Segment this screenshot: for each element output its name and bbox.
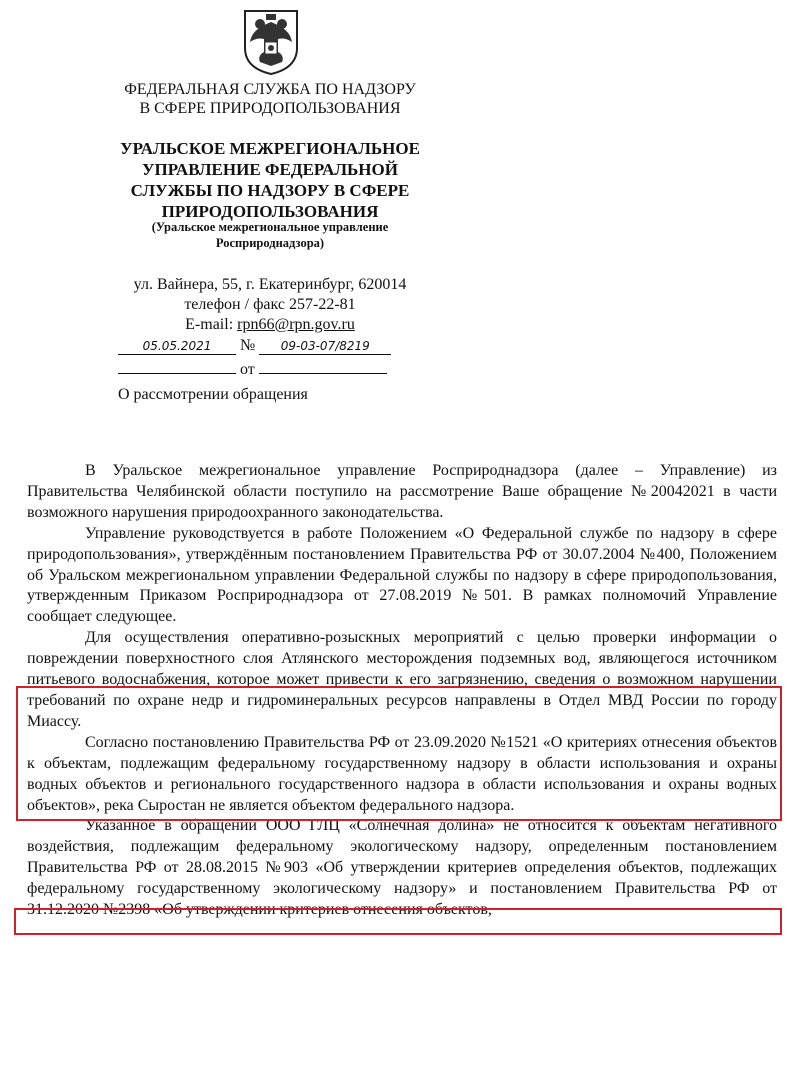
paragraph-3: Для осуществления оперативно-розыскных мероприятий с целью проверки информации о повреждении поверхностного слоя Атлянского месторождения подземных вод, являющегося источником питьевого водоснабжения, которое может привести к его загрязнению, сведения о возможном нарушении требований по охране недр и гидроминеральных ресурсов направлены в Отдел МВД России по городу Миассу. (27, 629, 777, 730)
reference-number-blank (259, 358, 387, 374)
phone: телефон / факс 257-22-81 (184, 296, 356, 313)
reference-date-blank (118, 358, 236, 374)
paragraph-2: Управление руководствуется в работе Положением «О Федеральной службе по надзору в сфере природопользования», утверждённым постановлением Правительства РФ от 30.07.2004 №400, Положением об Уральском межрегиональном управлении Федеральной службы по надзору в сфере природопользования, утвержденным Приказом Росприроднадзора от 27.08.2019 №501. В рамках полномочий Управление сообщает следующее. (27, 524, 777, 626)
department-short-name (105, 219, 435, 251)
contacts-block (105, 275, 435, 335)
registration-line (118, 337, 391, 355)
highlight-box-paragraph-3 (16, 686, 782, 821)
department-line-3: СЛУЖБЫ ПО НАДЗОРУ В СФЕРЕ (130, 181, 410, 200)
letter-subject: О рассмотрении обращения (118, 386, 308, 403)
email-link[interactable]: rpn66@rpn.gov.ru (237, 316, 355, 333)
paragraph-4: Согласно постановлению Правительства РФ от 23.09.2020 №1521 «О критериях отнесения объектов к объектам, подлежащим федеральному государственному надзору в области использования и охраны водных объектов и регионального государственного надзора в области использования и охраны водных объектов», река Сыростан не является объектом федерального надзора. (27, 733, 777, 814)
agency-line-1: ФЕДЕРАЛЬНАЯ СЛУЖБА ПО НАДЗОРУ (124, 81, 416, 98)
reference-line (118, 358, 387, 379)
agency-line-2: В СФЕРЕ ПРИРОДОПОЛЬЗОВАНИЯ (139, 100, 401, 117)
department-name (105, 138, 435, 222)
paragraph-5: Указанное в обращении ООО ГЛЦ «Солнечная долина» не относится к объектам негативного воздействия, подлежащим федеральному экологическому надзору, определенным постановлением Правительства РФ от 28.08.2015 №903 «Об утверждении критериев определения объектов, подлежащих федеральному государственному экологическому надзору» и постановлением Правительства РФ от 31.12.2020 №2398 «Об утверждении критериев отнесения объектов, (27, 817, 777, 919)
registration-date: 05.05.2021 (118, 338, 236, 355)
department-line-4: ПРИРОДОПОЛЬЗОВАНИЯ (161, 202, 379, 221)
highlight-box-river-sentence (14, 908, 782, 935)
registration-number: 09-03-07/8219 (259, 338, 391, 355)
department-sub-line-1: (Уральское межрегиональное управление (151, 220, 389, 234)
paragraph-1: В Уральское межрегиональное управление Росприроднадзора (далее – Управление) из Правительства Челябинской области поступило на рассмотрение Ваше обращение №20042021 в части возможного нарушения природоохранного законодательства. (27, 462, 777, 521)
department-sub-line-2: Росприроднадзора) (215, 236, 325, 250)
coat-of-arms-icon (242, 8, 300, 76)
department-line-2: УПРАВЛЕНИЕ ФЕДЕРАЛЬНОЙ (142, 160, 398, 179)
email-line (105, 315, 435, 335)
email-label: E-mail: (185, 316, 238, 333)
department-line-1: УРАЛЬСКОЕ МЕЖРЕГИОНАЛЬНОЕ (120, 139, 420, 158)
number-label: № (240, 337, 256, 354)
from-label: от (240, 361, 255, 378)
agency-name (105, 80, 435, 118)
address: ул. Вайнера, 55, г. Екатеринбург, 620014 (133, 276, 407, 293)
